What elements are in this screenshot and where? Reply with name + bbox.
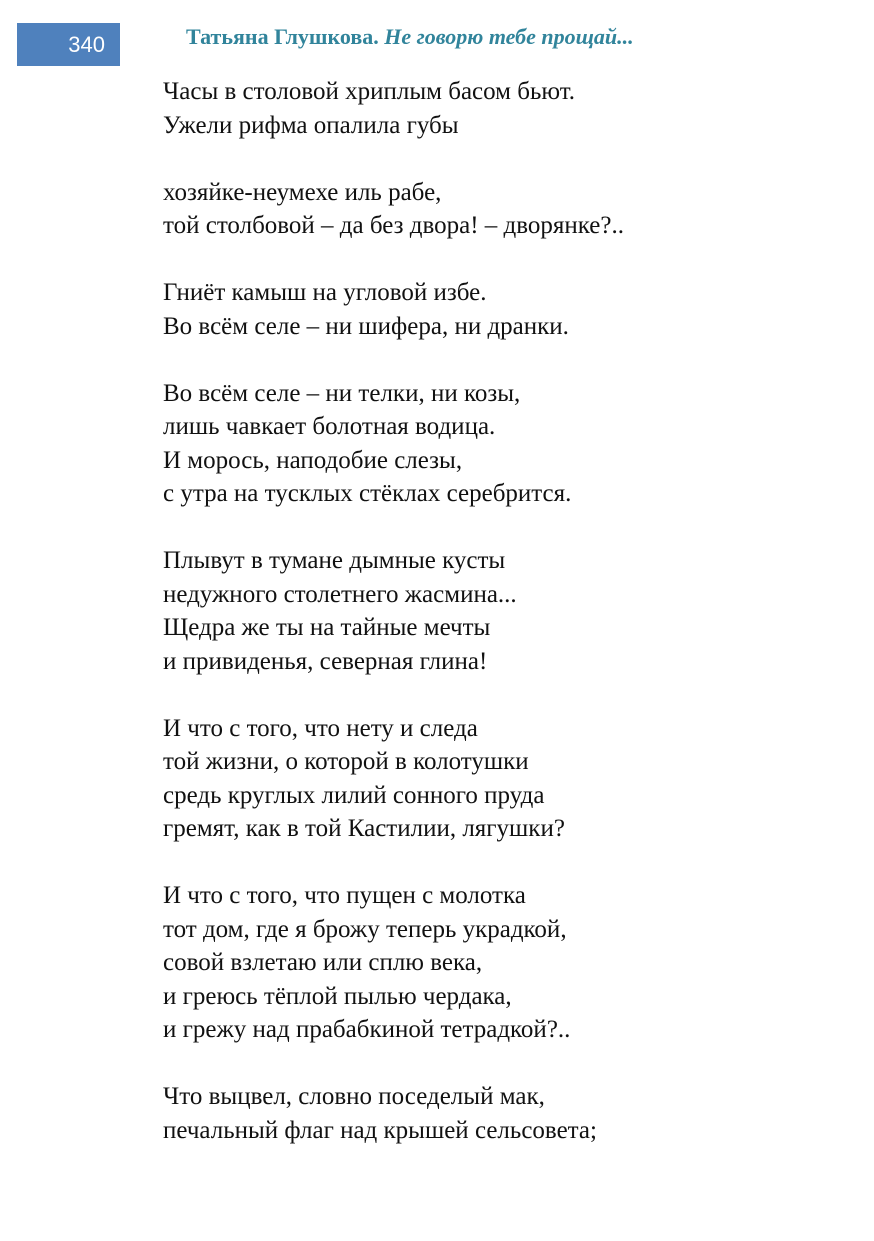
poem-line: той жизни, о которой в колотушки: [163, 748, 529, 775]
poem-line: лишь чавкает болотная водица.: [163, 413, 496, 440]
poem-line: средь круглых лилий сонного пруда: [163, 781, 545, 809]
poem-line: с утра на тусклых стёклах серебрится.: [163, 480, 572, 507]
poem-line: Во всём селе – ни шифера, ни дранки.: [163, 312, 569, 340]
poem-line: И что с того, что нету и следа: [163, 714, 478, 742]
page-number: 340: [68, 32, 105, 57]
poem-line: гремят, как в той Кастилии, лягушки?: [163, 815, 565, 842]
stanza: [163, 1080, 843, 1147]
poem-line: и греюсь тёплой пылью чердака,: [163, 982, 512, 1010]
stanza: [163, 75, 843, 142]
poem-line: Плывут в тумане дымные кусты: [163, 547, 506, 574]
poem-line: совой взлетаю или сплю века,: [163, 949, 483, 976]
poem-line: Гниёт камыш на угловой избе.: [163, 279, 487, 306]
stanza: [163, 176, 843, 243]
running-header: [186, 24, 634, 50]
poem-line: Во всём селе – ни телки, ни козы,: [163, 379, 521, 407]
poem-line: Что выцвел, словно поседелый мак,: [163, 1083, 545, 1110]
stanza: [163, 377, 843, 511]
poem-line: и привиденья, северная глина!: [163, 647, 488, 675]
poem-line: недужного столетнего жасмина...: [163, 580, 517, 608]
page-number-badge: [17, 23, 120, 66]
poem-line: тот дом, где я брожу теперь украдкой,: [163, 915, 567, 943]
stanza: [163, 544, 843, 678]
header-title: Не говорю тебе прощай...: [384, 24, 634, 49]
poem-body: [163, 75, 843, 1181]
poem-line: печальный флаг над крышей сельсовета;: [163, 1116, 597, 1144]
poem-line: той столбовой – да без двора! – дворянке?..: [163, 212, 624, 239]
poem-line: Щедра же ты на тайные мечты: [163, 614, 491, 641]
header-author: Татьяна Глушкова.: [186, 24, 379, 49]
poem-line: И морось, наподобие слезы,: [163, 446, 463, 474]
poem-line: Часы в столовой хриплым басом бьют.: [163, 78, 576, 105]
poem-line: хозяйке-неумехе иль рабе,: [163, 178, 442, 206]
stanza: [163, 879, 843, 1047]
poem-line: и грежу над прабабкиной тетрадкой?..: [163, 1016, 571, 1043]
stanza: [163, 712, 843, 846]
poem-line: И что с того, что пущен с молотка: [163, 882, 526, 909]
poem-line: Ужели рифма опалила губы: [163, 111, 459, 139]
stanza: [163, 276, 843, 343]
